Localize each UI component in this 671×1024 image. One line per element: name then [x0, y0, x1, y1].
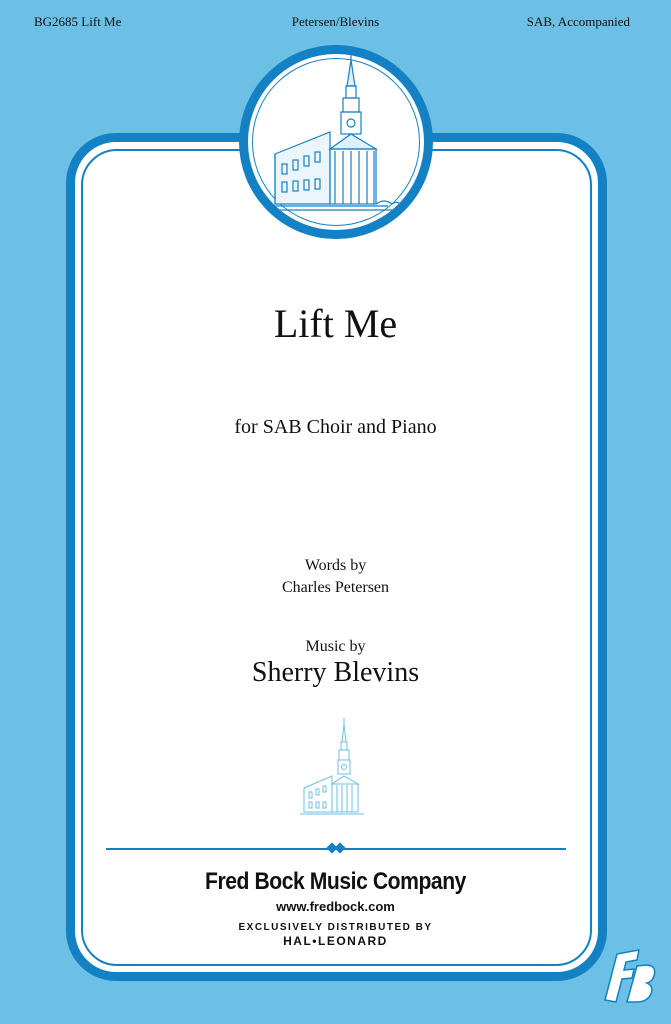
composer-name: Sherry Blevins — [251, 657, 420, 688]
subtitle: for SAB Choir and Piano — [234, 416, 437, 438]
catalog-number: BG2685 Lift Me — [34, 14, 122, 29]
distributor-name: HAL•LEONARD — [283, 934, 388, 948]
words-label: Words by — [304, 557, 367, 574]
page-title: Lift Me — [273, 301, 398, 346]
fb-logo-icon — [599, 940, 659, 1010]
music-label: Music by — [305, 638, 366, 655]
publisher-website: www.fredbock.com — [276, 899, 395, 914]
lyricist-name: Charles Petersen — [281, 579, 390, 596]
church-steeple-icon — [298, 718, 370, 818]
divider-right — [342, 848, 566, 850]
publisher-name: Fred Bock Music Company — [205, 868, 466, 895]
authors-header: Petersen/Blevins — [291, 14, 380, 29]
divider-left — [106, 848, 330, 850]
church-medallion — [239, 45, 433, 239]
distributed-label: EXCLUSIVELY DISTRIBUTED BY — [238, 922, 433, 933]
voicing-header: SAB, Accompanied — [526, 14, 630, 29]
church-steeple-icon — [248, 54, 424, 230]
